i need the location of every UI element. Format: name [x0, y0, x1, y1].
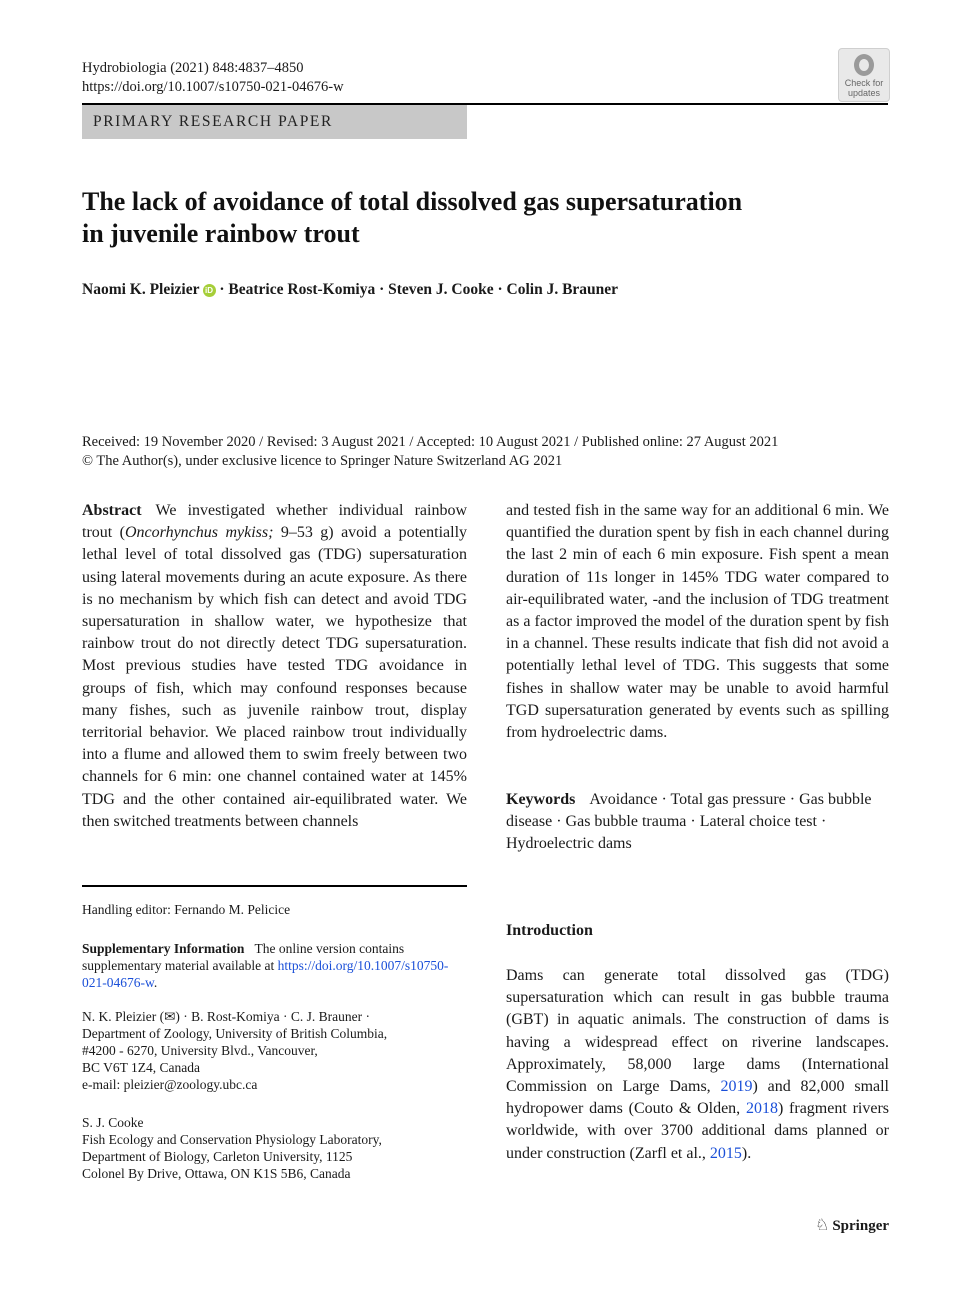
intro-text: Dams can generate total dissolved gas (TDG) supersaturation which can result in gas bubble trauma (GBT) in aquatic animals. The construction of dams is having a widespread effect on riverine landscapes. Approximately, 58,000 large dams (International Commission on Large Dams, — [506, 967, 889, 1096]
affiliation-line: #4200 - 6270, University Blvd., Vancouver, — [82, 1043, 318, 1058]
abstract-text-cont: 9–53 g) avoid a potentially lethal level of total dissolved gas (TDG) supersaturation using lateral movements during an acute exposure. As there is no mechanism by which fish can detect and avoid TDG supersaturation in shallow water, we hypothesize that rainbow trout do not directly detect TDG supersaturation. Most previous studies have tested TDG avoidance in groups of fish, which may confound responses because many fishes, such as juvenile rainbow trout, display territorial behavior. We placed rainbow trout individually into a flume and allowed them to swim freely between two channels for 6 min: one channel contained water at 145% TDG and the other contained air-equilibrated water. We then switched treatments between channels — [82, 524, 468, 830]
introduction-paragraph — [506, 965, 889, 1165]
affiliation-ubc — [82, 1008, 467, 1093]
affiliation-line: BC V6T 1Z4, Canada — [82, 1060, 200, 1075]
orcid-icon[interactable]: iD — [203, 284, 216, 297]
title-line-1: The lack of avoidance of total dissolved gas supersaturation — [82, 187, 743, 216]
author-pleizier[interactable]: Naomi K. Pleizier — [82, 281, 200, 298]
check-updates-line2: updates — [847, 88, 881, 98]
publisher-name: Springer — [832, 1218, 890, 1234]
citation-link[interactable]: 2019 — [720, 1078, 753, 1096]
abstract-right-column — [506, 500, 889, 744]
affiliation-line: Department of Zoology, University of British Columbia, — [82, 1026, 388, 1041]
abstract-left-column — [82, 500, 467, 833]
contact-email[interactable]: e-mail: pleizier@zoology.ubc.ca — [82, 1077, 258, 1092]
author-list — [82, 281, 618, 299]
keywords-block — [506, 789, 889, 856]
affiliation-line: Fish Ecology and Conservation Physiology Laboratory, — [82, 1132, 382, 1147]
keywords-list: Avoidance · Total gas pressure · Gas bubble disease · Gas bubble trauma · Lateral choice test · Hydroelectric dams — [506, 791, 872, 853]
affiliation-line: Department of Biology, Carleton University, 1125 — [82, 1149, 353, 1164]
introduction-heading: Introduction — [506, 922, 593, 939]
copyright-line: © The Author(s), under exclusive licence to Springer Nature Switzerland AG 2021 — [82, 453, 563, 469]
intro-text: ). — [741, 1144, 752, 1162]
intro-text: ) fragment rivers worldwide, with over 3700 additional dams planned or under construction (Zarfl et al., — [506, 1100, 890, 1162]
affiliation-carleton — [82, 1114, 467, 1182]
article-type-label: PRIMARY RESEARCH PAPER — [93, 113, 333, 130]
supplementary-link[interactable]: https://doi.org/10.1007/s10750-021-04676-w — [82, 958, 449, 990]
affiliation-line: S. J. Cooke — [82, 1115, 144, 1130]
author-separator: · — [375, 281, 389, 298]
publisher-logo — [815, 1215, 889, 1235]
keywords-label: Keywords — [506, 791, 576, 808]
springer-horse-icon: ♘ — [815, 1217, 830, 1234]
history-dates: Received: 19 November 2020 / Revised: 3 August 2021 / Accepted: 10 August 2021 / Published online: 27 August 2021 — [82, 434, 779, 450]
doi-link[interactable]: https://doi.org/10.1007/s10750-021-04676-w — [82, 79, 344, 95]
author-separator: · — [493, 281, 507, 298]
affiliation-line: Colonel By Drive, Ottawa, ON K1S 5B6, Canada — [82, 1166, 351, 1181]
article-title — [82, 186, 862, 250]
author-rost-komiya[interactable]: Beatrice Rost-Komiya — [228, 281, 376, 298]
journal-citation: Hydrobiologia (2021) 848:4837–4850 — [82, 60, 304, 76]
title-line-2: in juvenile rainbow trout — [82, 219, 360, 248]
article-type-badge — [82, 105, 467, 139]
species-name: Oncorhynchus mykiss; — [124, 524, 274, 542]
supplementary-text: The online version contains supplementary material available at — [82, 941, 405, 973]
introduction-body — [506, 965, 889, 1165]
citation-link[interactable]: 2018 — [745, 1100, 778, 1118]
check-updates-icon — [854, 54, 874, 76]
supplementary-label: Supplementary Information — [82, 941, 245, 956]
check-for-updates-button[interactable] — [838, 48, 890, 102]
author-brauner[interactable]: Colin J. Brauner — [506, 281, 619, 298]
abstract-text: We investigated whether individual rainbow trout ( — [82, 502, 467, 542]
intro-text: ) and 82,000 small hydropower dams (Couto & Olden, — [506, 1078, 890, 1118]
check-updates-line1: Check for — [844, 78, 884, 88]
abstract-continuation: and tested fish in the same way for an additional 6 min. We quantified the duration spent by fish in each channel during the last 2 min of each 6 min exposure. Fish spent a mean duration of 11s longer in 145% TDG water compared to air-equilibrated water, -and the inclusion of TDG treatment as a factor improved the model of the duration spent by fish in a channel. These results indicate that fish did not avoid a potentially lethal level of TDG. This suggests that some fishes in shallow water may be unable to avoid harmful TGD supersaturation generated by events such as spilling from hydroelectric dams. — [506, 502, 889, 742]
author-cooke[interactable]: Steven J. Cooke — [388, 281, 494, 298]
author-separator: · — [215, 281, 229, 298]
handling-editor: Handling editor: Fernando M. Pelicice — [82, 902, 291, 917]
publication-dates — [82, 433, 778, 471]
citation-link[interactable]: 2015 — [709, 1144, 742, 1162]
abstract-paragraph — [82, 500, 467, 833]
supplementary-end: . — [153, 975, 158, 990]
affiliation-line: N. K. Pleizier (✉) · B. Rost-Komiya · C. J. Brauner · — [82, 1009, 371, 1024]
supplementary-info — [82, 940, 467, 991]
footnote-rule — [82, 885, 467, 887]
abstract-label: Abstract — [82, 502, 142, 519]
